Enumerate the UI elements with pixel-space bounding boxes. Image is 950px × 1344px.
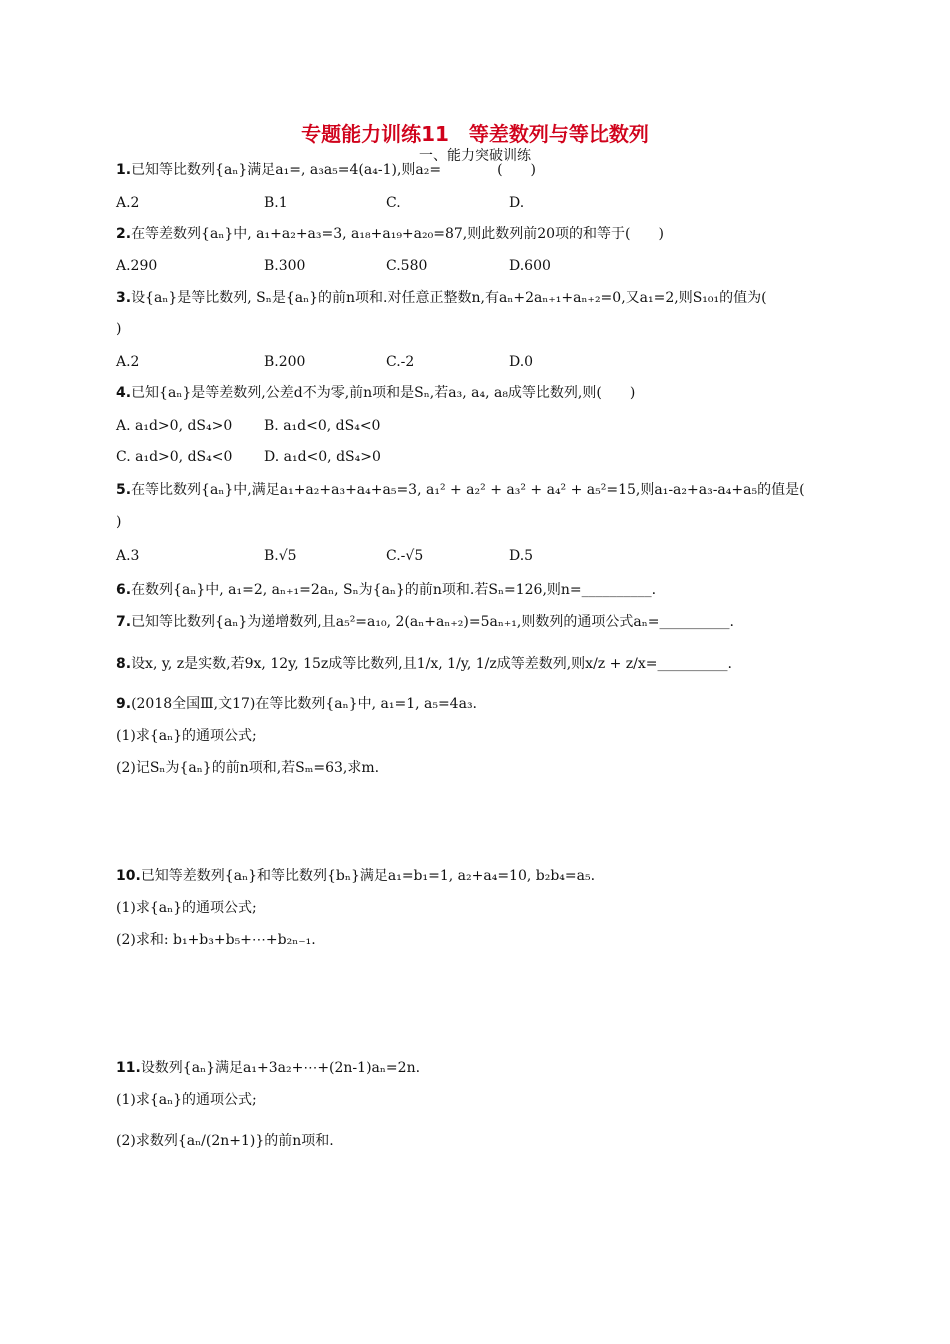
option-b: B.1 (264, 195, 288, 211)
question-9 (116, 694, 836, 714)
question-9-part-2: (2)记Sₙ为{aₙ}的前n项和,若Sₘ=63,求m. (116, 760, 380, 776)
option-b: B.300 (264, 258, 306, 274)
question-text: 已知等比数列{aₙ}为递增数列,且a₅²=a₁₀, 2(aₙ+aₙ₊₂)=5aₙ₊₁,则数列的通项公式aₙ=__________. (131, 614, 734, 630)
question-5 (116, 480, 836, 500)
question-10 (116, 866, 836, 886)
option-a: A.2 (116, 354, 140, 370)
question-10-part-1: (1)求{aₙ}的通项公式; (116, 900, 257, 916)
option-d: D. a₁d<0, dS₄>0 (264, 449, 381, 465)
question-text: (2018全国Ⅲ,文17)在等比数列{aₙ}中, a₁=1, a₅=4a₃. (131, 696, 478, 712)
question-number: 8. (116, 656, 132, 672)
question-10-part-2: (2)求和: b₁+b₃+b₅+⋯+b₂ₙ₋₁. (116, 932, 316, 948)
question-8 (116, 654, 836, 674)
option-a: A.290 (116, 258, 158, 274)
question-number: 10. (116, 868, 141, 884)
question-9-part-1: (1)求{aₙ}的通项公式; (116, 728, 257, 744)
option-a: A.3 (116, 548, 140, 564)
question-5-continuation: ) (116, 514, 122, 530)
question-text: 设{aₙ}是等比数列, Sₙ是{aₙ}的前n项和.对任意正整数n,有aₙ+2aₙ₊₁+aₙ₊₂=0,又a₁=2,则S₁₀₁的值为( (131, 290, 767, 306)
question-text: 在等比数列{aₙ}中,满足a₁+a₂+a₃+a₄+a₅=3, a₁² + a₂² + a₃² + a₄² + a₅²=15,则a₁-a₂+a₃-a₄+a₅的值是( (131, 482, 805, 498)
option-c: C.-√5 (386, 548, 424, 564)
question-1 (116, 160, 836, 180)
question-7 (116, 612, 836, 632)
question-number: 5. (116, 482, 132, 498)
question-number: 1. (116, 162, 132, 178)
question-2 (116, 224, 836, 244)
question-text: 在等差数列{aₙ}中, a₁+a₂+a₃=3, a₁₈+a₁₉+a₂₀=87,则此数列前20项的和等于( ) (131, 226, 664, 242)
option-b: B. a₁d<0, dS₄<0 (264, 418, 381, 434)
option-d: D. (509, 195, 525, 211)
question-4 (116, 383, 836, 403)
question-number: 3. (116, 290, 132, 306)
option-a: A.2 (116, 195, 140, 211)
question-text: 已知{aₙ}是等差数列,公差d不为零,前n项和是Sₙ,若a₃, a₄, a₈成等比数列,则( ) (131, 385, 636, 401)
question-number: 6. (116, 582, 132, 598)
question-3 (116, 288, 836, 308)
option-b: B.200 (264, 354, 306, 370)
question-number: 4. (116, 385, 132, 401)
question-number: 7. (116, 614, 132, 630)
question-6 (116, 580, 836, 600)
question-text: 已知等比数列{aₙ}满足a₁=, a₃a₅=4(a₄-1),则a₂= ( ) (131, 162, 537, 178)
page-title: 专题能力训练11 等差数列与等比数列 (301, 122, 649, 146)
section-heading: 一、能力突破训练 (419, 148, 531, 164)
question-11 (116, 1058, 836, 1078)
option-c: C. a₁d>0, dS₄<0 (116, 449, 233, 465)
option-c: C.580 (386, 258, 428, 274)
option-a: A. a₁d>0, dS₄>0 (116, 418, 233, 434)
option-d: D.600 (509, 258, 551, 274)
question-text: 在数列{aₙ}中, a₁=2, aₙ₊₁=2aₙ, Sₙ为{aₙ}的前n项和.若Sₙ=126,则n=__________. (131, 582, 657, 598)
option-c: C. (386, 195, 401, 211)
option-d: D.0 (509, 354, 534, 370)
question-text: 已知等差数列{aₙ}和等比数列{bₙ}满足a₁=b₁=1, a₂+a₄=10, b₂b₄=a₅. (140, 868, 596, 884)
question-number: 9. (116, 696, 132, 712)
question-text: 设x, y, z是实数,若9x, 12y, 15z成等比数列,且1/x, 1/y, 1/z成等差数列,则x/z + z/x=__________. (131, 656, 732, 672)
question-number: 11. (116, 1060, 141, 1076)
question-text: 设数列{aₙ}满足a₁+3a₂+⋯+(2n-1)aₙ=2n. (140, 1060, 421, 1076)
option-d: D.5 (509, 548, 534, 564)
option-b: B.√5 (264, 548, 297, 564)
question-number: 2. (116, 226, 132, 242)
question-3-continuation: ) (116, 321, 122, 337)
question-11-part-2: (2)求数列{aₙ/(2n+1)}的前n项和. (116, 1133, 334, 1149)
option-c: C.-2 (386, 354, 415, 370)
question-11-part-1: (1)求{aₙ}的通项公式; (116, 1092, 257, 1108)
